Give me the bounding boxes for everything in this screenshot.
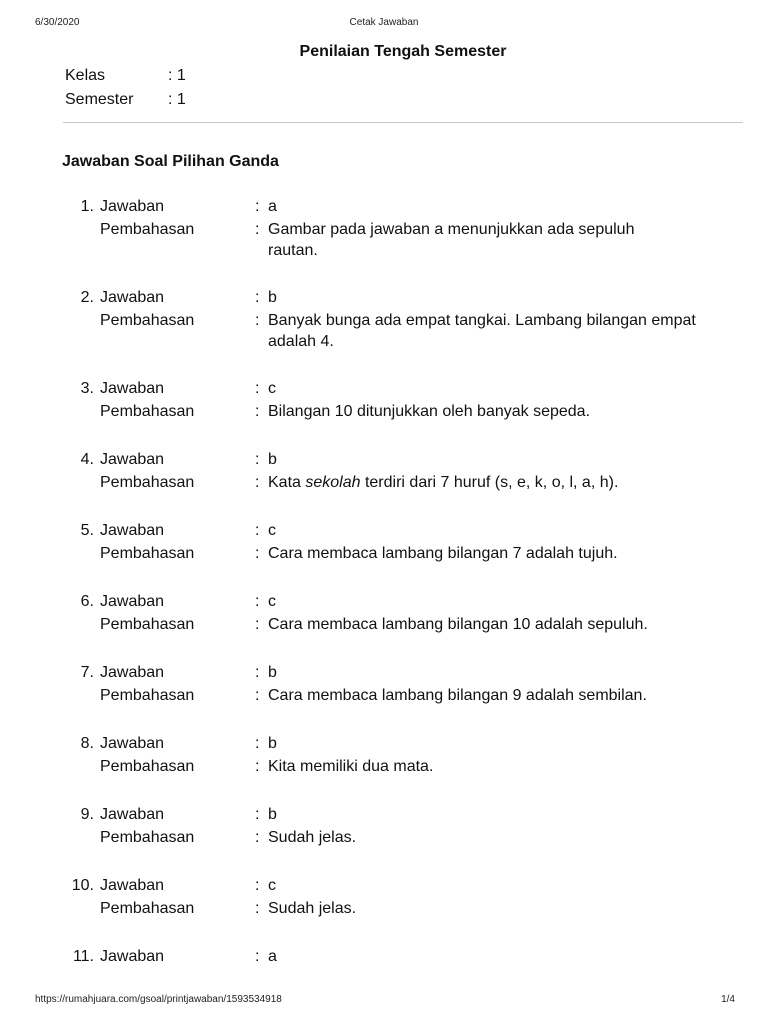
answer-value: c <box>268 593 276 610</box>
explanation-label: Pembahasan <box>100 900 195 917</box>
question-number: 3. <box>80 380 94 397</box>
colon: : <box>255 198 260 215</box>
answer-item <box>0 287 768 350</box>
answer-item <box>0 196 768 259</box>
print-url: https://rumahjuara.com/gsoal/printjawaban/1593534918 <box>35 994 282 1005</box>
colon: : <box>255 758 260 775</box>
answer-label: Jawaban <box>100 522 165 539</box>
question-number: 6. <box>80 593 94 610</box>
colon: : <box>255 451 260 468</box>
explanation-emphasis: sekolah <box>305 474 361 491</box>
question-number: 9. <box>80 806 94 823</box>
print-page-number: 1/4 <box>721 994 735 1005</box>
meta-value: : 1 <box>168 91 186 108</box>
answer-label: Jawaban <box>100 198 165 215</box>
explanation-label: Pembahasan <box>100 403 195 420</box>
answer-label: Jawaban <box>100 948 165 965</box>
answer-label: Jawaban <box>100 380 165 397</box>
answer-item <box>0 449 768 495</box>
colon: : <box>255 593 260 610</box>
colon: : <box>255 403 260 420</box>
explanation-text: Sudah jelas. <box>268 829 357 846</box>
print-date: 6/30/2020 <box>35 17 80 28</box>
question-number: 7. <box>80 664 94 681</box>
answer-value: a <box>268 198 277 215</box>
answer-value: b <box>268 735 277 752</box>
explanation-text: Cara membaca lambang bilangan 9 adalah sembilan. <box>268 687 647 704</box>
explanation-text: Banyak bunga ada empat tangkai. Lambang bilangan empat adalah 4. <box>268 312 696 350</box>
answer-label: Jawaban <box>100 664 165 681</box>
answer-label: Jawaban <box>100 735 165 752</box>
explanation-text: Kita memiliki dua mata. <box>268 758 434 775</box>
answer-value: c <box>268 522 276 539</box>
answer-label: Jawaban <box>100 877 165 894</box>
colon: : <box>255 829 260 846</box>
question-number: 5. <box>80 522 94 539</box>
meta-semester <box>65 91 186 109</box>
colon: : <box>255 312 260 329</box>
explanation-label: Pembahasan <box>100 616 195 633</box>
explanation-label: Pembahasan <box>100 312 195 329</box>
explanation-label: Pembahasan <box>100 758 195 775</box>
colon: : <box>255 616 260 633</box>
answer-item <box>0 875 768 921</box>
colon: : <box>255 687 260 704</box>
answer-value: c <box>268 877 276 894</box>
explanation-label: Pembahasan <box>100 545 195 562</box>
colon: : <box>255 948 260 965</box>
explanation-text: Sudah jelas. <box>268 900 357 917</box>
colon: : <box>255 545 260 562</box>
question-number: 10. <box>71 877 94 894</box>
answer-label: Jawaban <box>100 451 165 468</box>
question-number: 2. <box>80 289 94 306</box>
question-number: 1. <box>80 198 94 215</box>
explanation-part: Kata <box>268 474 306 491</box>
answer-label: Jawaban <box>100 593 165 610</box>
answer-value: b <box>268 289 277 306</box>
answer-item <box>0 520 768 566</box>
colon: : <box>255 380 260 397</box>
colon: : <box>255 735 260 752</box>
explanation-label: Pembahasan <box>100 221 195 238</box>
meta-kelas <box>65 67 186 85</box>
colon: : <box>255 664 260 681</box>
answer-item <box>0 378 768 424</box>
divider <box>63 122 743 123</box>
question-number: 4. <box>80 451 94 468</box>
document-title: Penilaian Tengah Semester <box>299 43 507 60</box>
explanation-text: Bilangan 10 ditunjukkan oleh banyak sepeda. <box>268 403 591 420</box>
meta-label: Semester <box>65 91 134 108</box>
colon: : <box>255 806 260 823</box>
answer-value: a <box>268 948 277 965</box>
meta-value: : 1 <box>168 67 186 84</box>
answer-item <box>0 591 768 637</box>
answer-item <box>0 662 768 708</box>
answer-label: Jawaban <box>100 806 165 823</box>
section-title: Jawaban Soal Pilihan Ganda <box>62 153 279 170</box>
meta-label: Kelas <box>65 67 106 84</box>
explanation-label: Pembahasan <box>100 474 195 491</box>
answer-value: c <box>268 380 276 397</box>
answer-item <box>0 804 768 850</box>
answer-value: b <box>268 451 277 468</box>
answer-value: b <box>268 806 277 823</box>
print-title: Cetak Jawaban <box>349 17 419 28</box>
question-number: 8. <box>80 735 94 752</box>
colon: : <box>255 221 260 238</box>
print-header <box>0 17 768 31</box>
explanation-text <box>268 472 718 493</box>
explanation-text: Cara membaca lambang bilangan 7 adalah tujuh. <box>268 545 618 562</box>
question-number: 11. <box>72 948 94 965</box>
print-footer <box>0 994 768 1008</box>
explanation-label: Pembahasan <box>100 687 195 704</box>
colon: : <box>255 289 260 306</box>
colon: : <box>255 474 260 491</box>
explanation-text: Gambar pada jawaban a menunjukkan ada sepuluh rautan. <box>268 221 635 259</box>
answer-item <box>0 946 768 969</box>
answer-value: b <box>268 664 277 681</box>
colon: : <box>255 877 260 894</box>
explanation-label: Pembahasan <box>100 829 195 846</box>
explanation-part: terdiri dari 7 huruf (s, e, k, o, l, a, h). <box>360 474 619 491</box>
answer-item <box>0 733 768 779</box>
explanation-text: Cara membaca lambang bilangan 10 adalah sepuluh. <box>268 616 648 633</box>
colon: : <box>255 522 260 539</box>
answer-label: Jawaban <box>100 289 165 306</box>
colon: : <box>255 900 260 917</box>
